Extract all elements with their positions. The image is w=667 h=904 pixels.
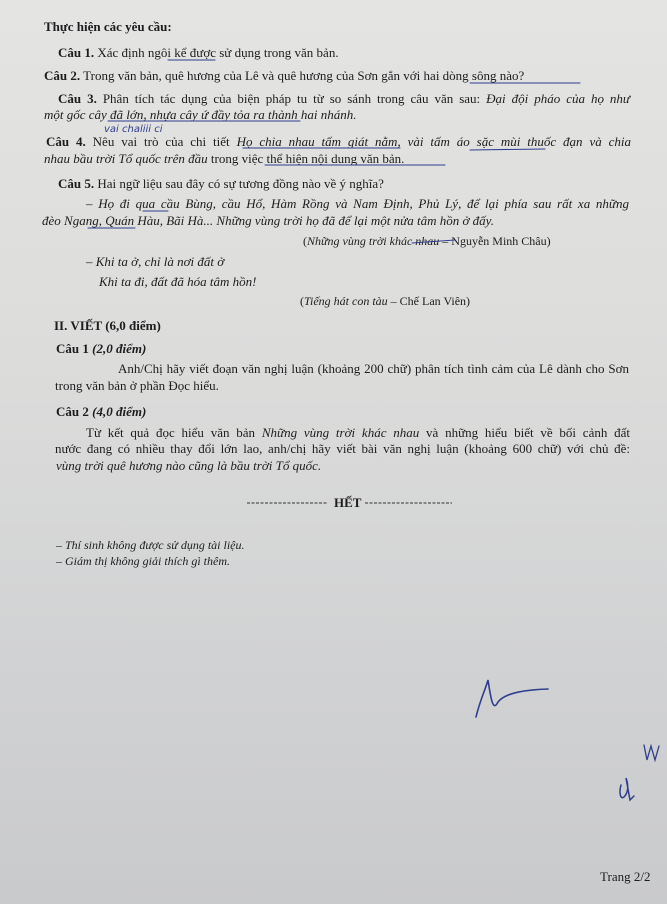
writing-question-2-line-1 [86,425,630,441]
question-2-label: Câu 2. [44,68,81,83]
writing-question-1-points: (2,0 điểm) [92,341,147,356]
question-4-quote-b: nhau bầu trời Tổ quốc trên đầu [44,151,208,166]
writing-question-2-label: Câu 2 [56,404,89,419]
excerpt-2-line-1: – Khi ta ở, chỉ là nơi đất ở [86,254,225,269]
question-4-line-2 [44,151,404,167]
writing-section-header: II. VIẾT (6,0 điểm) [54,318,161,333]
question-4-quote-a: Họ chia nhau tấm giát nằm, vài tấm áo sặc mùi thuốc đạn và chia [236,134,632,149]
excerpt-1-source: (Những vùng trời khác nhau – Nguyễn Minh Châu) [303,234,551,248]
writing-question-2-points: (4,0 điểm) [92,404,147,419]
question-1-label: Câu 1. [58,45,95,60]
note-1: – Thí sinh không được sử dụng tài liệu. [56,538,245,552]
question-4-line-1 [46,134,631,150]
question-1-text: Xác định ngôi kể được sử dụng trong văn bản. [97,45,339,60]
signature-1 [476,680,548,717]
writing-question-1-line-2: trong văn bản ở phần Đọc hiểu. [55,378,219,393]
excerpt-2-line-2: Khi ta đi, đất đã hóa tâm hồn! [99,274,257,289]
question-3-quote-a: Đại đội pháo của họ như [486,91,631,106]
handwritten-margin-note: vai chaliii ci [104,124,163,135]
source-1-author: Nguyễn Minh Châu [451,234,547,248]
question-5-text: Hai ngữ liệu sau đây có sự tương đồng nào về ý nghĩa? [97,176,384,191]
question-5 [58,176,384,192]
excerpt-2-source: (Tiếng hát con tàu – Chế Lan Viên) [300,294,471,308]
question-3-label: Câu 3. [58,91,97,106]
excerpt-1-line-2: đèo Ngang, Quán Hàu, Bãi Hà... Những vùng trời họ đã để lại một nửa tâm hồn ở đấy. [42,213,494,228]
question-4-label: Câu 4. [46,134,86,149]
writing-question-1-line-1: Anh/Chị hãy viết đoạn văn nghị luận (khoảng 200 chữ) phân tích tình cảm của Lê dành cho Sơn [118,361,629,376]
question-2 [44,68,524,84]
writing-question-2-text-a: Từ kết quả đọc hiểu văn bản [86,425,256,440]
question-3-line-1 [58,91,630,107]
question-3-text: Phân tích tác dụng của biện pháp tu từ so sánh trong câu văn sau: [102,91,481,106]
source-2-author: Chế Lan Viên [399,294,467,308]
question-3-quote-b: một gốc cây đã lớn, nhựa cây ứ đầy tỏa ra thành hai nhánh. [44,107,357,122]
question-4-text-a: Nêu vai trò của chi tiết [92,134,230,149]
writing-question-2-heading [56,404,146,420]
page-number: Trang 2/2 [600,869,651,884]
section-header: Thực hiện các yêu cầu: [44,19,172,34]
writing-question-2-text-b: và những hiểu biết về bối cảnh đất [426,425,631,440]
source-1-title: Những vùng trời khác nhau [307,234,440,248]
end-marker: HẾT [334,495,362,510]
question-4-text-b: trong việc thể hiện nội dung văn bản. [210,151,405,166]
signature-3 [620,778,634,800]
writing-question-2-theme: vùng trời quê hương nào cũng là bầu trời Tổ quốc. [56,458,322,473]
writing-question-1-heading [56,341,146,357]
question-5-label: Câu 5. [58,176,95,191]
question-1 [58,45,339,61]
signature-2 [644,745,659,760]
writing-question-2-line-2: nước đang có nhiều thay đổi lớn lao, anh/chị hãy viết bài văn nghị luận (khoảng 600 chữ) với chủ đề: [55,441,630,456]
writing-question-2-title: Những vùng trời khác nhau [261,425,420,440]
source-2-title: Tiếng hát con tàu [304,294,388,308]
note-2: – Giám thị không giải thích gì thêm. [56,554,230,568]
question-2-text: Trong văn bản, quê hương của Lê và quê hương của Sơn gắn với hai dòng sông nào? [83,68,525,83]
excerpt-1-line-1: – Họ đi qua cầu Bùng, cầu Hổ, Hàm Rồng và Nam Định, Phủ Lý, để lại phía sau rất xa những [86,196,629,211]
writing-question-1-label: Câu 1 [56,341,89,356]
